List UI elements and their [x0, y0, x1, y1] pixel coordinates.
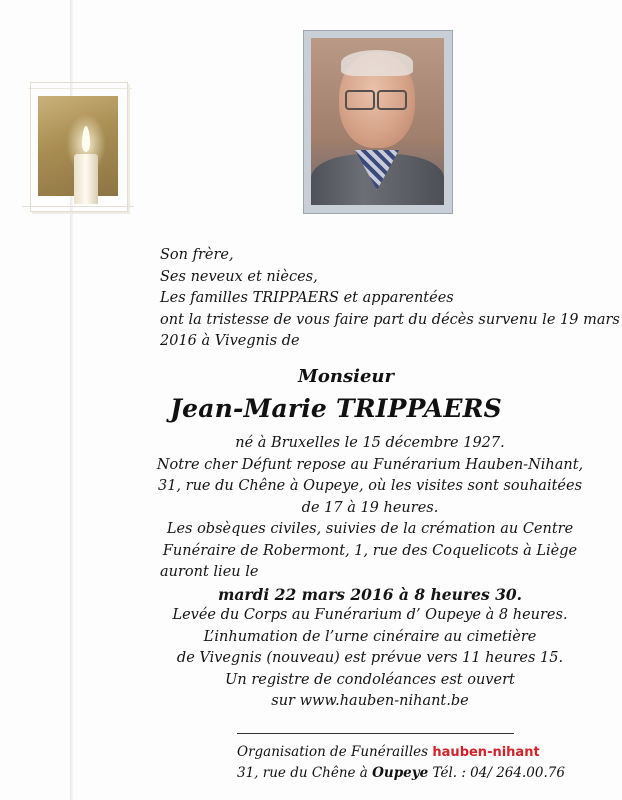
details-paragraph: [150, 433, 590, 713]
funeral-home-footer: [237, 742, 565, 783]
intro-line: Ses neveux et nièces,: [160, 268, 318, 285]
intro-line: 2016 à Vivegnis de: [160, 333, 300, 349]
footer-divider: [237, 733, 514, 734]
rest-line-2: 31, rue du Chêne à Oupeye, où les visites sont souhaitées: [157, 478, 583, 494]
glasses-icon: [345, 90, 375, 110]
candle-image-frame: [30, 82, 126, 210]
brand-logo: hauben-nihant: [432, 745, 540, 760]
portrait-photo: [303, 30, 453, 214]
intro-paragraph: [160, 245, 620, 353]
funeral-line-2: Funéraire de Robermont, 1, rue des Coquelicots à Liège: [162, 542, 578, 559]
honorific-title: Monsieur: [297, 366, 394, 387]
inhumation-line-2: de Vivegnis (nouveau) est prévue vers 11 heures 15.: [176, 650, 564, 666]
org-label: Organisation de Funérailles: [237, 744, 429, 760]
inhumation-line-1: L’inhumation de l’urne cinéraire au cimetière: [203, 628, 537, 645]
address-text: 31, rue du Chêne à: [237, 765, 368, 781]
intro-line: ont la tristesse de vous faire part du décès survenu le 19 mars: [160, 311, 620, 328]
candle-image: [38, 96, 118, 196]
intro-line: Son frère,: [160, 247, 234, 263]
rest-line-1: Notre cher Défunt repose au Funérarium Hauben-Nihant,: [156, 456, 584, 473]
rest-line-3: de 17 à 19 heures.: [301, 499, 439, 516]
phone-number: Tél. : 04/ 264.00.76: [432, 765, 565, 781]
register-line-1: Un registre de condoléances est ouvert: [225, 671, 515, 688]
deceased-name: Jean-Marie TRIPPAERS: [170, 394, 502, 423]
address-town: Oupeye: [372, 765, 429, 781]
ceremony-date: mardi 22 mars 2016 à 8 heures 30.: [217, 584, 523, 604]
intro-line: Les familles TRIPPAERS et apparentées: [160, 290, 454, 306]
birth-line: né à Bruxelles le 15 décembre 1927.: [235, 435, 505, 451]
funeral-line-1: Les obsèques civiles, suivies de la crémation au Centre: [166, 521, 574, 537]
funeral-line-3: auront lieu le: [160, 564, 259, 580]
register-line-2[interactable]: sur www.hauben-nihant.be: [271, 693, 469, 709]
levee-line: Levée du Corps au Funérarium d’ Oupeye à 8 heures.: [172, 607, 568, 623]
